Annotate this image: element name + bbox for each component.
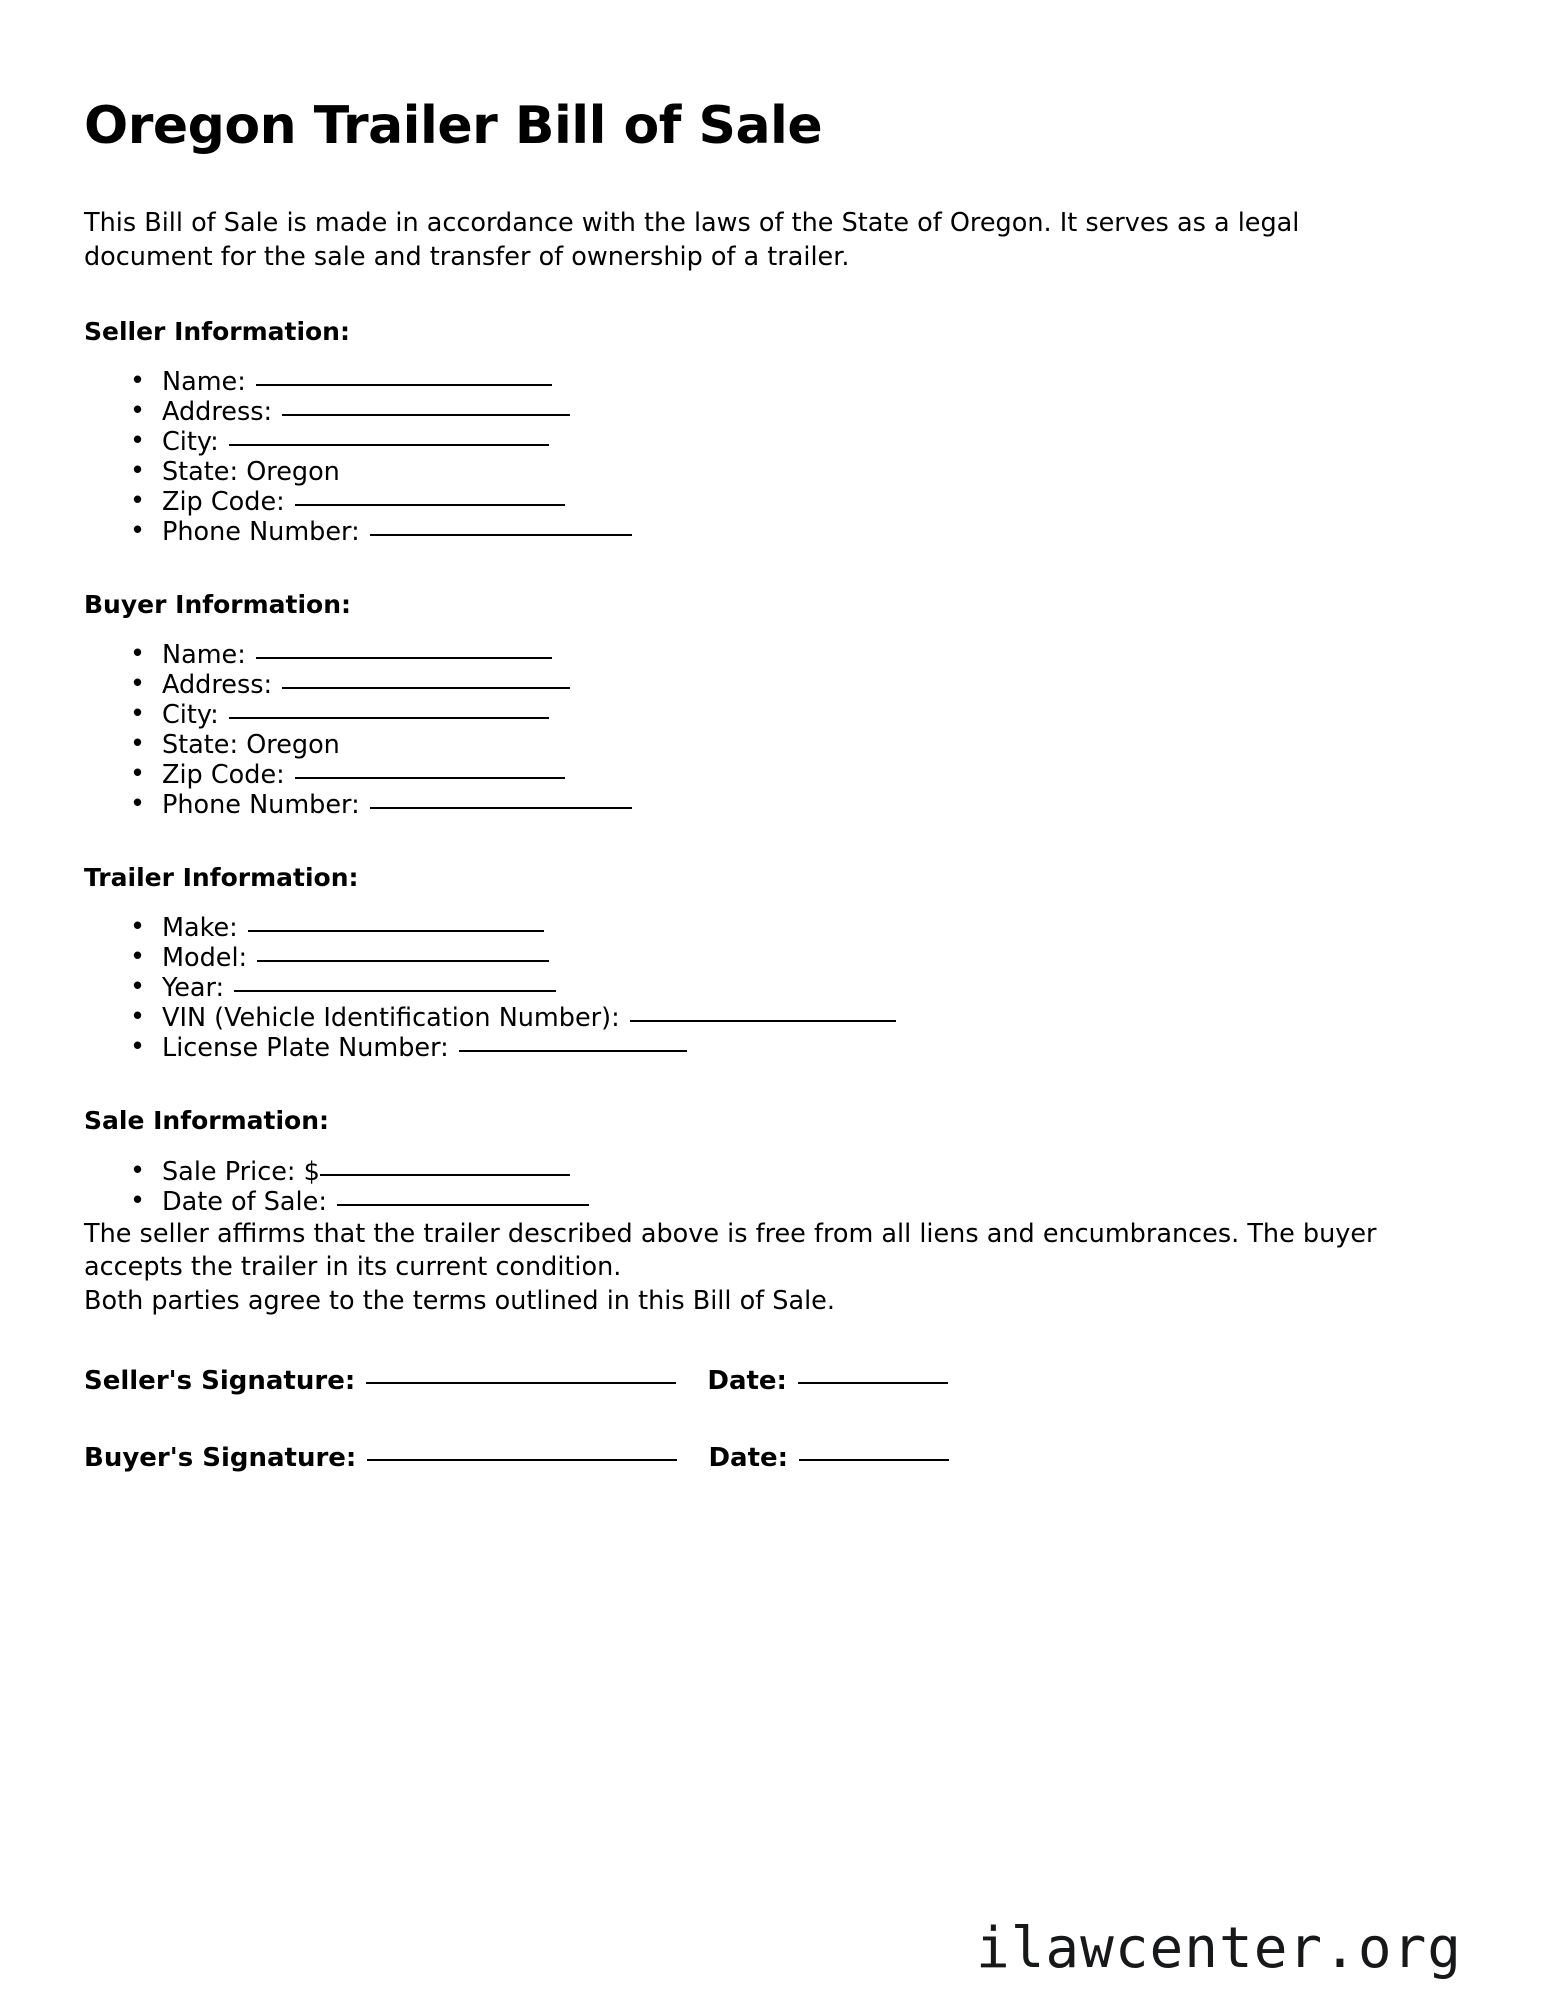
buyer-signature-label: Buyer's Signature: xyxy=(84,1442,357,1473)
field-label: Zip Code: xyxy=(162,486,285,517)
buyer-zip-field xyxy=(130,761,1458,791)
trailer-field-list xyxy=(84,914,1458,1064)
sale-price-field xyxy=(130,1158,1458,1188)
seller-date-blank[interactable] xyxy=(798,1382,948,1384)
trailer-make-blank[interactable] xyxy=(248,930,544,932)
seller-city-blank[interactable] xyxy=(229,444,549,446)
buyer-address-field xyxy=(130,671,1458,701)
seller-field-list xyxy=(84,368,1458,548)
seller-zip-blank[interactable] xyxy=(295,504,565,506)
trailer-model-blank[interactable] xyxy=(257,960,549,962)
site-watermark: ilawcenter.org xyxy=(975,1916,1462,1981)
agreement-paragraph: Both parties agree to the terms outlined in this Bill of Sale. xyxy=(84,1285,835,1316)
buyer-date-label: Date: xyxy=(708,1442,789,1473)
field-label: State: xyxy=(162,730,239,761)
field-value: Oregon xyxy=(246,730,340,761)
buyer-name-blank[interactable] xyxy=(256,657,552,659)
field-label: City: xyxy=(162,700,219,731)
sale-date-field xyxy=(130,1188,1458,1218)
field-label: Zip Code: xyxy=(162,760,285,791)
buyer-date-blank[interactable] xyxy=(799,1459,949,1461)
field-value: Oregon xyxy=(246,456,340,487)
seller-signature-blank[interactable] xyxy=(366,1382,676,1384)
field-label: License Plate Number: xyxy=(162,1033,449,1064)
buyer-phone-blank[interactable] xyxy=(370,807,632,809)
affirmation-paragraph: The seller affirms that the trailer described above is free from all liens and encumbrances. The buyer accepts the trailer in its current condition. xyxy=(84,1218,1377,1283)
trailer-make-field xyxy=(130,914,1458,944)
field-label: Name: xyxy=(162,640,246,671)
seller-phone-field xyxy=(130,518,1458,548)
trailer-license-plate-field xyxy=(130,1034,1458,1064)
buyer-name-field xyxy=(130,641,1458,671)
buyer-signature-row xyxy=(84,1443,1458,1473)
sale-date-blank[interactable] xyxy=(337,1204,589,1206)
buyer-phone-field xyxy=(130,791,1458,821)
page-title: Oregon Trailer Bill of Sale xyxy=(84,96,823,156)
field-label: State: xyxy=(162,456,239,487)
seller-signature-label: Seller's Signature: xyxy=(84,1365,356,1396)
field-label: VIN (Vehicle Identification Number): xyxy=(162,1003,620,1034)
field-label: Year: xyxy=(162,973,225,1004)
seller-date-label: Date: xyxy=(707,1365,787,1396)
seller-section-heading: Seller Information: xyxy=(84,316,350,346)
field-label: City: xyxy=(162,426,219,457)
trailer-model-field xyxy=(130,944,1458,974)
trailer-vin-blank[interactable] xyxy=(630,1020,896,1022)
field-label: Phone Number: xyxy=(162,516,360,547)
seller-address-blank[interactable] xyxy=(282,414,570,416)
buyer-city-blank[interactable] xyxy=(229,717,549,719)
field-label: Name: xyxy=(162,367,246,397)
buyer-section-heading: Buyer Information: xyxy=(84,589,352,619)
seller-zip-field xyxy=(130,488,1458,518)
trailer-year-field xyxy=(130,974,1458,1004)
buyer-zip-blank[interactable] xyxy=(295,777,565,779)
intro-paragraph: This Bill of Sale is made in accordance with the laws of the State of Oregon. It serves as a legal document for the sale and transfer of ownership of a trailer. xyxy=(84,208,1300,272)
trailer-vin-field xyxy=(130,1004,1458,1034)
seller-phone-blank[interactable] xyxy=(370,534,632,536)
seller-information-section xyxy=(84,316,1458,548)
seller-city-field xyxy=(130,428,1458,458)
buyer-city-field xyxy=(130,701,1458,731)
field-label: Date of Sale: xyxy=(162,1186,327,1217)
trailer-year-blank[interactable] xyxy=(234,990,556,992)
sale-section-heading: Sale Information: xyxy=(84,1106,329,1136)
seller-name-field xyxy=(130,368,1458,398)
sale-price-blank[interactable] xyxy=(320,1174,570,1176)
field-label: Address: xyxy=(162,670,273,701)
buyer-information-section xyxy=(84,589,1458,821)
seller-state-field xyxy=(130,458,1458,488)
field-label: Address: xyxy=(162,396,273,427)
trailer-section-heading: Trailer Information: xyxy=(84,862,359,892)
field-label: Phone Number: xyxy=(162,789,360,820)
sale-field-list xyxy=(84,1158,1458,1218)
field-label: Model: xyxy=(162,943,248,974)
field-label: Make: xyxy=(162,913,238,944)
field-label: Sale Price: $ xyxy=(162,1156,320,1187)
buyer-state-field xyxy=(130,731,1458,761)
trailer-information-section xyxy=(84,862,1458,1064)
buyer-field-list xyxy=(84,641,1458,821)
sale-information-section xyxy=(84,1105,1458,1217)
trailer-license-plate-blank[interactable] xyxy=(459,1050,687,1052)
seller-name-blank[interactable] xyxy=(256,384,552,386)
buyer-address-blank[interactable] xyxy=(282,687,570,689)
buyer-signature-blank[interactable] xyxy=(367,1459,677,1461)
seller-address-field xyxy=(130,398,1458,428)
seller-signature-row xyxy=(84,1366,1458,1396)
